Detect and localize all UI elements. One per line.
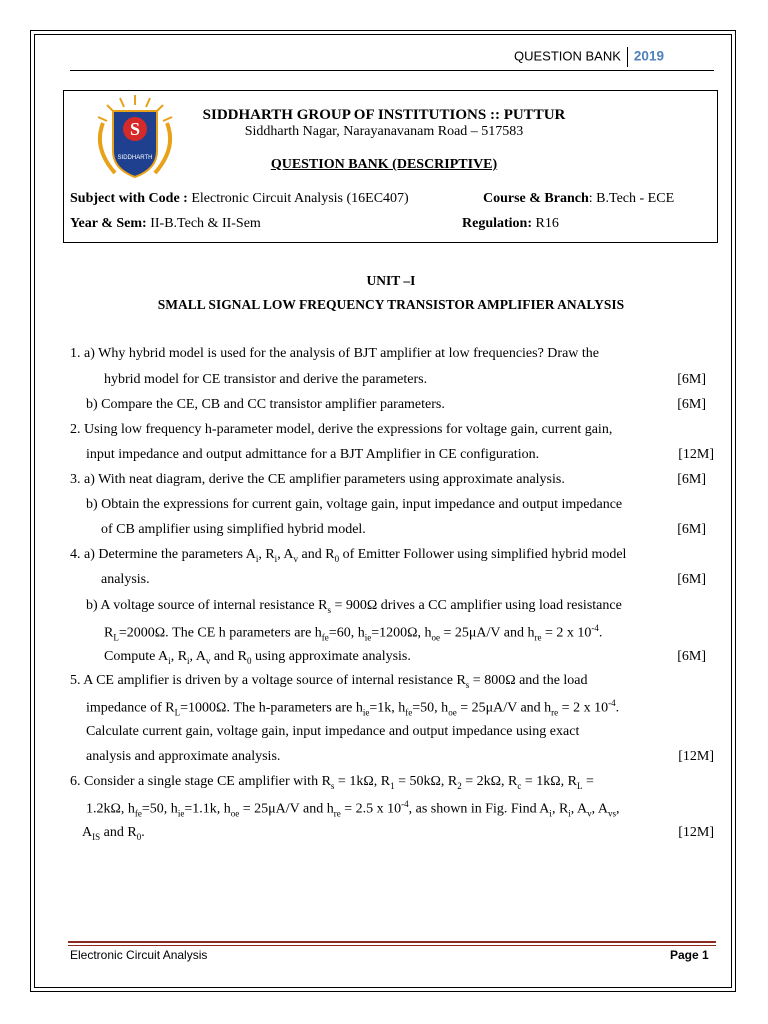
question-3b-line2: of CB amplifier using simplified hybrid model. [101, 522, 366, 537]
year-line [70, 216, 261, 232]
question-4a-line1: 4. a) Determine the parameters $A_i$, $R_i$, $A_v$ and $R_0$ of Emitter Follower using simplified hybrid model [70, 547, 627, 564]
marks-3b: [6M] [677, 522, 706, 537]
question-4b-line1: b) A voltage source of internal resistance $R_s = 900\Omega$ drives a CC amplifier using load resistance [86, 598, 622, 615]
footer-subject: Electronic Circuit Analysis [70, 948, 208, 962]
question-2-line1: 2. Using low frequency h-parameter model, derive the expressions for voltage gain, current gain, [70, 422, 613, 437]
unit-subtitle: SMALL SIGNAL LOW FREQUENCY TRANSISTOR AMPLIFIER ANALYSIS [157, 297, 625, 312]
question-3a: 3. a) With neat diagram, derive the CE amplifier parameters using approximate analysis. [70, 472, 565, 487]
running-header [514, 47, 664, 67]
header-separator [627, 47, 628, 67]
document-title: QUESTION BANK (DESCRIPTIVE) [270, 157, 498, 172]
marks-2: [12M] [678, 447, 714, 462]
subject-value: Electronic Circuit Analysis (16EC407) [187, 191, 409, 206]
question-5-line4: analysis and approximate analysis. [86, 749, 281, 764]
question-3b-line1: b) Obtain the expressions for current gain, voltage gain, input impedance and output impedance [86, 497, 623, 512]
question-2-line2: input impedance and output admittance for a BJT Amplifier in CE configuration. [86, 447, 540, 462]
marks-6: [12M] [678, 825, 714, 840]
marks-1a: [6M] [677, 372, 706, 387]
question-5-line2: impedance of $R_L=1000\Omega$. The h-parameters are $h_{ie}=1k$, $h_{fe}=50$, $h_{oe} = 25\mu A/V$ and $h_{re} = 2$ x $10^{-4}$. [86, 698, 620, 718]
marks-3a: [6M] [677, 472, 706, 487]
marks-4b: [6M] [677, 649, 706, 664]
question-1b: b) Compare the CE, CB and CC transistor amplifier parameters. [86, 397, 445, 412]
institution-address: Siddharth Nagar, Narayanavanam Road – 517583 [244, 124, 524, 139]
year-value: II-B.Tech & II-Sem [146, 216, 261, 231]
question-4b-line3: Compute $A_i$, $R_i$, $A_v$ and $R_0$ using approximate analysis. [104, 649, 411, 666]
institution-name: SIDDHARTH GROUP OF INSTITUTIONS :: PUTTUR [202, 107, 566, 123]
header-label: QUESTION BANK [514, 48, 621, 64]
question-5-line1: 5. A CE amplifier is driven by a voltage source of internal resistance $R_s = 800\Omega$ and the load [70, 673, 588, 690]
regulation-label: Regulation: [462, 216, 532, 231]
header-rule [70, 70, 714, 71]
svg-text:S: S [129, 119, 141, 139]
question-4a-line2: analysis. [101, 572, 150, 587]
course-line [483, 191, 674, 207]
question-5-line3: Calculate current gain, voltage gain, input impedance and output impedance using exact [86, 724, 580, 739]
question-4b-line2: $R_L=2000\Omega$. The CE h parameters are $h_{fe}=60$, $h_{ie}=1200\Omega$, $h_{oe} = 25\mu A/V$ and $h_{re} = 2$ x $10^{-4}$. [104, 623, 603, 643]
regulation-value: R16 [532, 216, 559, 231]
svg-text:SIDDHARTH: SIDDHARTH [117, 155, 153, 161]
year-label: Year & Sem: [70, 216, 147, 231]
subject-label: Subject with Code : [70, 191, 188, 206]
subject-line [70, 191, 409, 207]
footer-rule-thin [68, 945, 716, 946]
regulation-line [462, 216, 559, 232]
footer-page-number: Page 1 [670, 948, 709, 962]
course-label: Course & Branch [483, 191, 589, 206]
question-1a-line1: 1. a) Why hybrid model is used for the analysis of BJT amplifier at low frequencies? Draw the [70, 346, 600, 361]
question-1a-line2: hybrid model for CE transistor and derive the parameters. [104, 372, 428, 387]
footer-rule-thick [68, 941, 716, 943]
question-6-line2: 1.2kΩ, $h_{fe}=50$, $h_{ie}=1.1k$, $h_{oe} = 25\mu A/V$ and $h_{re} = 2.5$ x $10^{-4}$, as shown in Fig. Find $A_i$, $R_i$, $A_v$, $A_{vs}$, [86, 799, 620, 819]
marks-5: [12M] [678, 749, 714, 764]
unit-title: UNIT –I [366, 273, 416, 288]
question-6-line3: $A_{IS}$ and $R_0$. [82, 825, 145, 842]
question-6-line1: 6. Consider a single stage CE amplifier with $R_s = 1k\Omega$, $R_1 = 50k\Omega$, $R_2 = 2k\Omega$, $R_c = 1k\Omega$, $R_L$ = [70, 774, 594, 791]
header-year: 2019 [633, 48, 664, 64]
course-value: : B.Tech - ECE [588, 191, 675, 206]
marks-4a: [6M] [677, 572, 706, 587]
marks-1b: [6M] [677, 397, 706, 412]
